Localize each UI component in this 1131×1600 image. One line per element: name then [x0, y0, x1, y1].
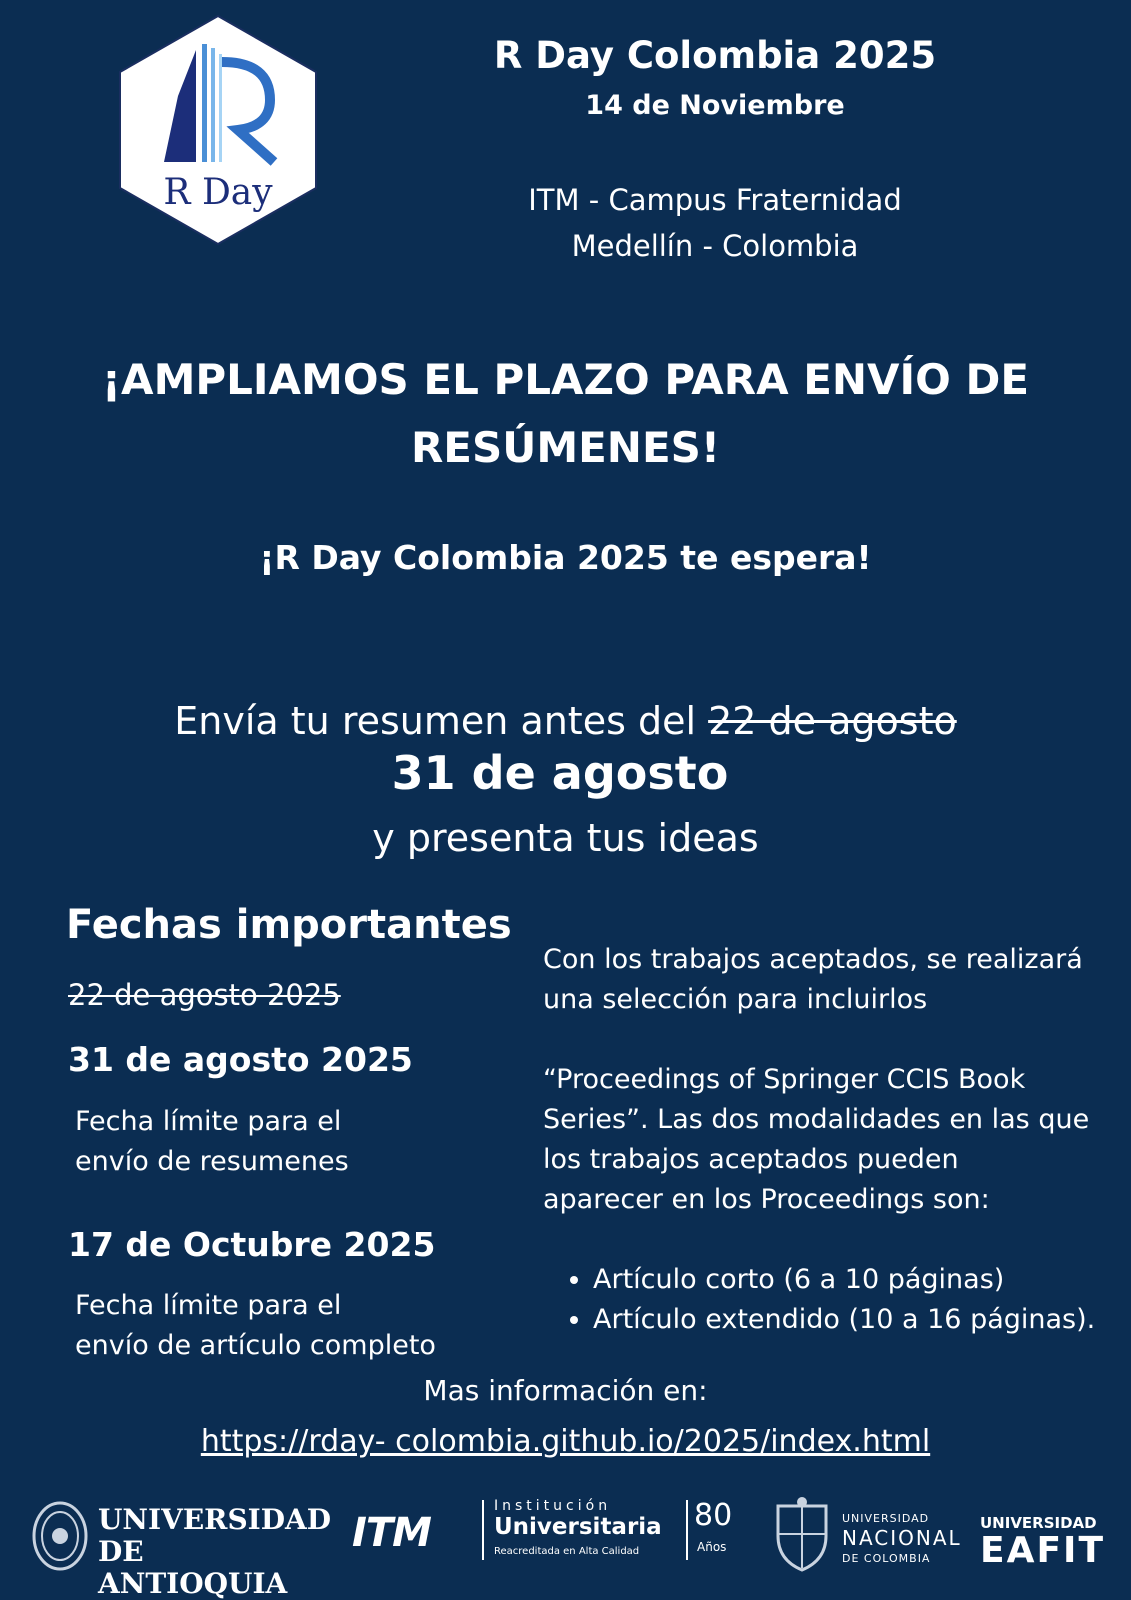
venue	[440, 177, 990, 269]
udea-line: DE ANTIOQUIA	[98, 1535, 288, 1600]
udea-seal-icon	[32, 1500, 88, 1572]
old-deadline: 22 de agosto	[708, 699, 957, 743]
info-line: los trabajos aceptados pueden	[543, 1144, 959, 1175]
info-line: “Proceedings of Springer CCIS Book	[543, 1064, 1026, 1095]
submission-prefix: Envía tu resumen antes del	[174, 699, 709, 743]
itm-line: Reacreditada en Alta Calidad	[494, 1546, 640, 1557]
new-deadline: 31 de agosto	[391, 746, 729, 800]
unal-line: NACIONAL	[842, 1526, 962, 1550]
dates-title: Fechas importantes	[66, 902, 512, 948]
info-line: Con los trabajos aceptados, se realizará	[543, 944, 1083, 975]
eafit-line: UNIVERSIDAD	[980, 1514, 1097, 1532]
rday-logo	[118, 14, 318, 246]
old-date: 22 de agosto 2025	[68, 978, 341, 1012]
event-title: R Day Colombia 2025	[493, 34, 937, 77]
date-desc-line: envío de resumenes	[75, 1146, 349, 1177]
date-abstracts-desc	[75, 1102, 475, 1182]
rday-logo-text: R Day	[163, 172, 273, 213]
unal-line: UNIVERSIDAD	[842, 1512, 930, 1525]
udea-logo	[32, 1496, 332, 1600]
list-item: • Artículo extendido (10 a 16 páginas).	[593, 1300, 1103, 1340]
info-line: una selección para incluirlos	[543, 984, 928, 1015]
unal-line: DE COLOMBIA	[842, 1552, 931, 1565]
udea-line: UNIVERSIDAD	[98, 1503, 332, 1536]
date-fullpaper-desc	[75, 1286, 475, 1366]
venue-line: ITM - Campus Fraternidad	[528, 183, 902, 217]
itm-divider	[482, 1500, 484, 1560]
submission-text	[60, 697, 1071, 745]
info-paragraph	[543, 940, 1103, 1020]
eafit-logo	[980, 1496, 1120, 1576]
info-line: Series”. Las dos modalidades en las que	[543, 1104, 1090, 1135]
unal-logo	[770, 1496, 970, 1576]
itm-line: Universitaria	[494, 1514, 662, 1540]
more-info-label: Mas información en:	[423, 1374, 708, 1407]
date-fullpaper: 17 de Octubre 2025	[68, 1225, 436, 1264]
headline-line: RESÚMENES!	[410, 423, 721, 472]
date-desc-line: Fecha límite para el	[75, 1290, 342, 1321]
itm-logo	[352, 1496, 732, 1576]
modalities-list	[543, 1260, 1103, 1340]
list-item: • Artículo corto (6 a 10 páginas)	[593, 1260, 1103, 1300]
unal-shield-icon	[770, 1496, 834, 1572]
subtitle: ¡R Day Colombia 2025 te espera!	[259, 538, 872, 577]
date-desc-line: Fecha límite para el	[75, 1106, 342, 1137]
itm-years-label: Años	[697, 1540, 727, 1554]
headline-line: ¡AMPLIAMOS EL PLAZO PARA ENVÍO DE	[101, 355, 1030, 404]
more-info-link[interactable]: https://rday- colombia.github.io/2025/index.html	[200, 1424, 931, 1459]
event-date: 14 de Noviembre	[585, 90, 845, 121]
info-paragraph	[543, 1060, 1103, 1220]
itm-years: 80	[694, 1498, 733, 1533]
date-abstracts: 31 de agosto 2025	[68, 1040, 413, 1079]
info-line: aparecer en los Proceedings son:	[543, 1184, 990, 1215]
submission-suffix: y presenta tus ideas	[372, 816, 759, 860]
headline	[60, 346, 1071, 482]
info-column	[543, 940, 1103, 1340]
itm-mark: ITM	[352, 1510, 431, 1556]
venue-line: Medellín - Colombia	[571, 229, 859, 263]
date-desc-line: envío de artículo completo	[75, 1330, 436, 1361]
itm-divider	[686, 1500, 688, 1560]
itm-line: Institución	[494, 1498, 612, 1514]
eafit-line: EAFIT	[980, 1530, 1105, 1571]
